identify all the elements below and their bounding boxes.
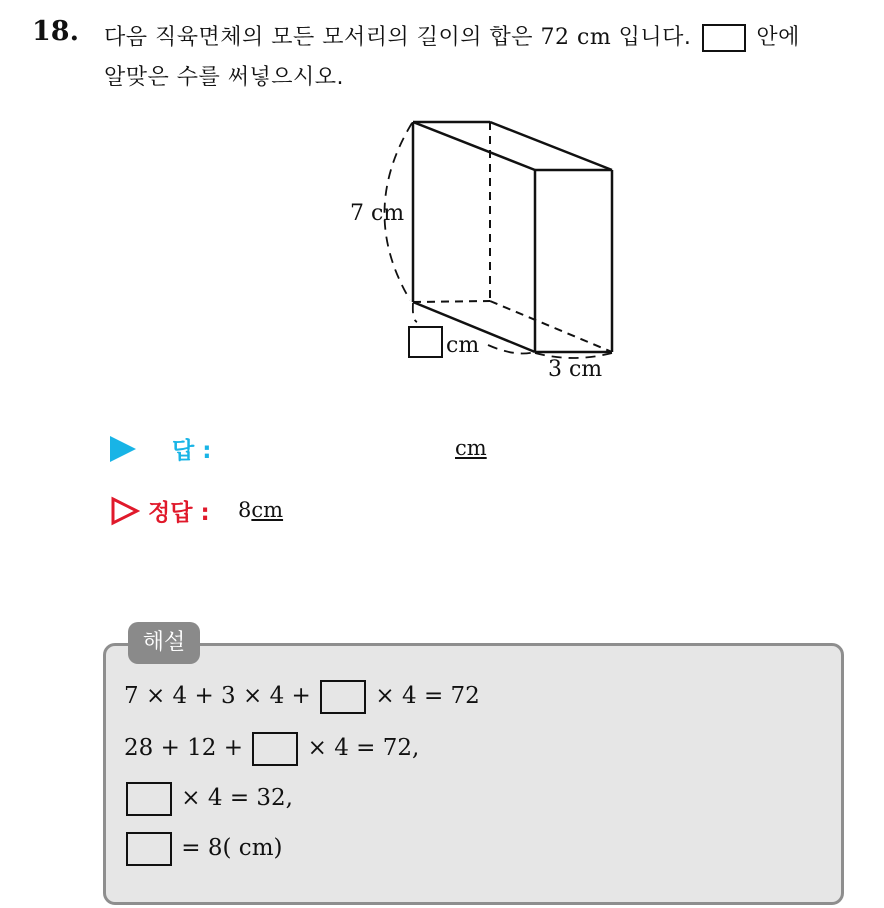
depth-label: cm: [446, 333, 480, 358]
question-text-part2: 입니다.: [611, 25, 699, 50]
edge-top-right: [490, 122, 612, 170]
question-line-2: 알맞은 수를 써넣으시오.: [104, 65, 345, 90]
play-triangle-outline-icon: [110, 496, 140, 526]
width-label: 3 cm: [548, 357, 603, 382]
edge-top-left: [413, 122, 535, 170]
eq1-right: × 4 = 72: [368, 683, 480, 709]
correct-value: 8: [238, 498, 252, 522]
question-text-part1: 다음 직육면체의 모든 모서리의 길이의 합은: [104, 25, 541, 50]
eq2-right: × 4 = 72,: [300, 735, 420, 761]
eq3-blank-box[interactable]: [126, 782, 172, 816]
eq3-right: × 4 = 32,: [174, 785, 293, 811]
correct-answer-value: [238, 498, 283, 522]
question-value: 72: [540, 25, 570, 50]
hidden-edge-back: [413, 301, 490, 302]
eq4-blank-box[interactable]: [126, 832, 172, 866]
correct-answer-label: 정답 :: [148, 500, 210, 526]
correct-unit: cm: [251, 498, 284, 522]
eq4-right: = 8( cm): [174, 835, 283, 861]
question-text-part3: 안에: [748, 25, 800, 50]
answer-unit: cm: [455, 436, 487, 460]
cuboid-figure: [330, 100, 630, 390]
eq2-left: 28 + 12 +: [124, 735, 251, 761]
play-triangle-filled-icon: [110, 436, 136, 462]
eq1-blank-box[interactable]: [320, 680, 366, 714]
eq2-blank-box[interactable]: [252, 732, 298, 766]
question-number: 18.: [32, 16, 79, 47]
solution-equation-3: [124, 782, 293, 816]
depth-dimension-arc-start: [413, 303, 417, 322]
answer-label: 답 :: [172, 438, 212, 464]
question-line-1: [104, 20, 800, 52]
solution-equation-4: [124, 832, 282, 866]
hidden-edge-bottom: [490, 301, 612, 352]
solution-tab: 해설: [128, 622, 200, 664]
solution-equation-2: [124, 732, 419, 766]
depth-blank-box[interactable]: [409, 327, 442, 357]
height-label: 7 cm: [350, 201, 405, 226]
question-blank-box[interactable]: [702, 24, 746, 52]
solution-equation-1: [124, 680, 480, 714]
eq1-left: 7 × 4 + 3 × 4 +: [124, 683, 319, 709]
question-unit: cm: [569, 25, 612, 50]
